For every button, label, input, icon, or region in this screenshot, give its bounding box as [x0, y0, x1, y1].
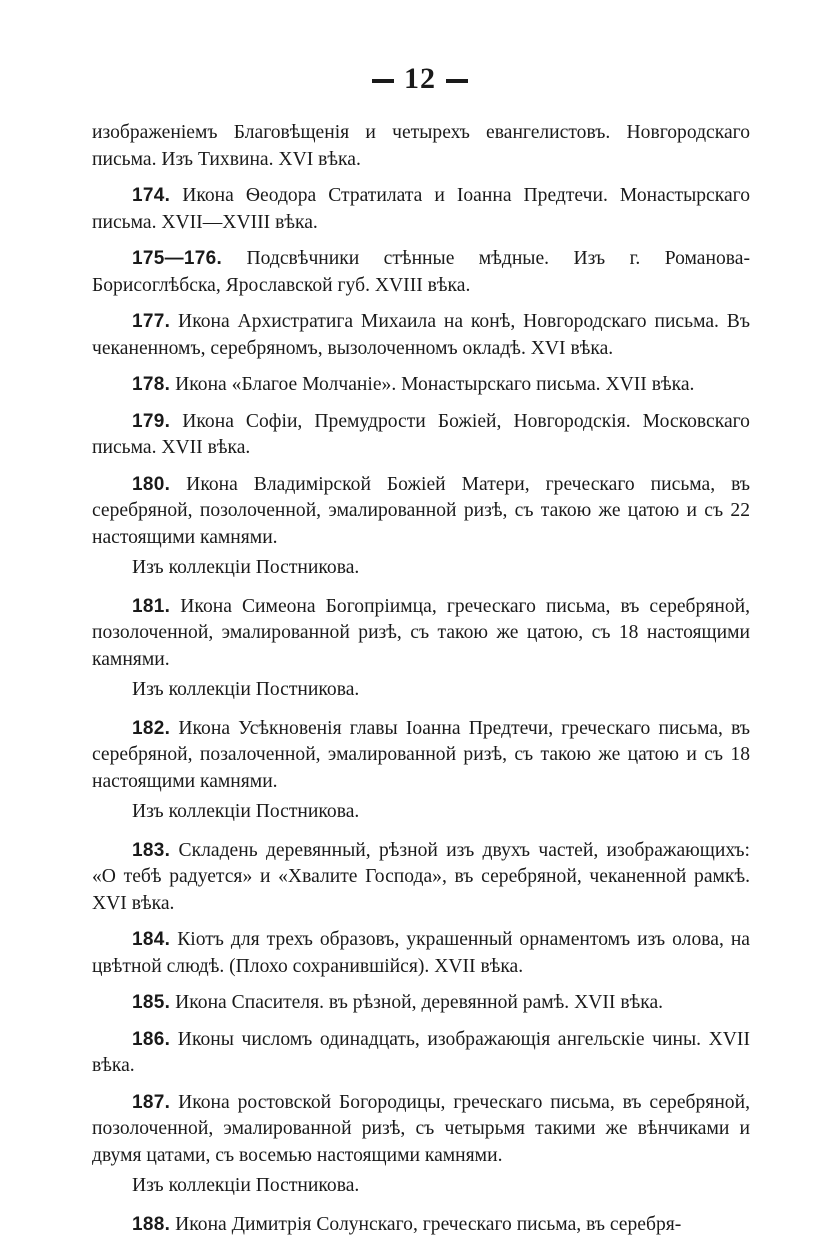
entry-number: 186.: [132, 1028, 171, 1050]
entry-175-176: [92, 246, 750, 299]
entry-number: 182.: [132, 717, 171, 739]
entry-180: [92, 472, 750, 552]
entry-text: Складень деревянный, рѣзной изъ двухъ частей, изображающихъ: «О тебѣ радуется» и «Хвалите Господа», въ серебряной, чеканенной рамкѣ. XVI вѣка.: [92, 839, 750, 914]
body-text: [92, 120, 750, 1248]
continued-paragraph: изображеніемъ Благовѣщенія и четырехъ евангелистовъ. Новгородскаго письма. Изъ Тихвина. XVI вѣка.: [92, 122, 750, 170]
entry-185: [92, 990, 750, 1017]
page-number: 12: [404, 62, 436, 95]
entry-number: 180.: [132, 473, 171, 495]
entry-184: [92, 927, 750, 980]
entry-177: [92, 309, 750, 362]
page-number-header: [0, 62, 840, 96]
entry-number: 179.: [132, 410, 171, 432]
entry-text: Икона Спасителя. въ рѣзной, деревянной рамѣ. XVII вѣка.: [175, 992, 664, 1013]
entry-number: 174.: [132, 185, 171, 206]
entry-text: Икона ростовской Богородицы, греческаго письма, въ серебряной, позолоченной, эмалированной ризѣ, съ четырьмя такими же вѣнчиками и двумя цатами, съ восемью настоящими камнями.: [92, 1091, 750, 1166]
entry-187-provenance: Изъ коллекціи Постникова.: [132, 1175, 360, 1196]
entry-text: Икона Симеона Богопріимца, греческаго письма, въ серебряной, позолоченной, эмалированной ризѣ, съ такою же цатою, съ 18 настоящими камнями.: [92, 595, 751, 670]
entry-183: [92, 838, 750, 918]
entry-text: Иконы числомъ одинадцать, изображающія ангельскіе чины. XVII вѣка.: [92, 1028, 750, 1076]
entry-186: [92, 1027, 750, 1080]
left-dash: [372, 79, 394, 83]
entry-text: Икона Усѣкновенія главы Іоанна Предтечи, греческаго письма, въ серебряной, позалоченной, эмалированной ризѣ, съ такою же цатою и съ 18 настоящими камнями.: [92, 717, 750, 792]
entry-number: 175—176.: [132, 248, 223, 269]
entry-number: 187.: [132, 1091, 171, 1113]
entry-number: 183.: [132, 839, 171, 861]
entry-number: 177.: [132, 311, 171, 332]
entry-182: [92, 716, 750, 796]
entry-178: [92, 372, 750, 399]
entry-180-provenance: Изъ коллекціи Постникова.: [132, 557, 360, 578]
entry-text: Икона Софіи, Премудрости Божіей, Новгородскія. Московскаго письма. XVII вѣка.: [92, 410, 750, 458]
right-dash: [446, 79, 468, 83]
entry-188: [92, 1212, 750, 1239]
entry-181: [92, 594, 750, 674]
entry-number: 184.: [132, 929, 171, 950]
entry-number: 181.: [132, 595, 171, 617]
entry-187: [92, 1090, 750, 1170]
entry-text: Икона Ѳеодора Стратилата и Іоанна Предтечи. Монастырскаго письма. XVII—XVIII вѣка.: [92, 185, 750, 233]
entry-174: [92, 183, 750, 236]
entry-text: Икона «Благое Молчаніе». Монастырскаго письма. XVII вѣка.: [175, 374, 695, 395]
entry-text: Подсвѣчники стѣнные мѣдные. Изъ г. Романова-Борисоглѣбска, Ярославской губ. XVIII вѣка.: [92, 248, 750, 296]
entry-181-provenance: Изъ коллекціи Постникова.: [132, 679, 360, 700]
entry-number: 188.: [132, 1213, 171, 1235]
entry-number: 178.: [132, 374, 171, 395]
entry-text: Кіотъ для трехъ образовъ, украшенный орнаментомъ изъ олова, на цвѣтной слюдѣ. (Плохо сохранившійся). XVII вѣка.: [92, 929, 751, 977]
entry-182-provenance: Изъ коллекціи Постникова.: [132, 801, 360, 822]
entry-number: 185.: [132, 992, 171, 1013]
entry-179: [92, 409, 750, 462]
entry-text: Икона Владимірской Божіей Матери, греческаго письма, въ серебряной, позолоченной, эмалированной ризѣ, съ такою же цатою и съ 22 настоящими камнями.: [92, 473, 750, 548]
entry-text: Икона Архистратига Михаила на конѣ, Новгородскаго письма. Въ чеканенномъ, серебряномъ, вызолоченномъ окладѣ. XVI вѣка.: [92, 311, 750, 359]
entry-text: Икона Димитрія Солунскаго, греческаго письма, въ серебря-: [175, 1213, 682, 1235]
